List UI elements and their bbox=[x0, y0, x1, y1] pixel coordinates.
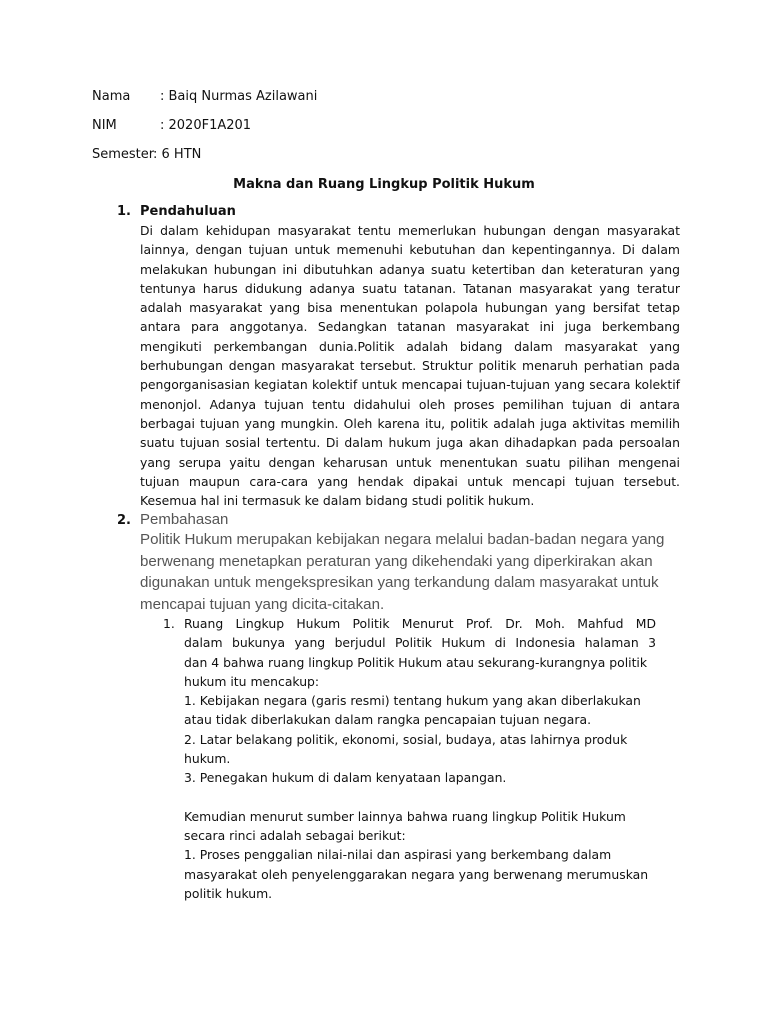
subsection-point-2: 2. Latar belakang politik, ekonomi, sosial, budaya, atas lahirnya produk hukum. bbox=[184, 731, 628, 767]
nama-label: Nama bbox=[92, 89, 131, 104]
subsection-intro-2: Kemudian menurut sumber lainnya bahwa ruang lingkup Politik Hukum secara rinci adalah sebagai berikut: bbox=[184, 808, 626, 843]
semester-label: Semester bbox=[92, 147, 155, 162]
document-title: Makna dan Ruang Lingkup Politik Hukum bbox=[233, 177, 535, 192]
section-1-number: 1. bbox=[117, 204, 131, 219]
subsection-number: 1. bbox=[163, 616, 175, 631]
section-1-heading: Pendahuluan bbox=[140, 204, 236, 219]
section-2-heading: Pembahasan bbox=[140, 511, 229, 528]
subsection-point-3: 3. Penegakan hukum di dalam kenyataan lapangan. bbox=[184, 770, 507, 786]
nim-label: NIM bbox=[92, 118, 117, 133]
nim-value: : 2020F1A201 bbox=[160, 118, 252, 133]
subsection-detail-1: 1. Proses penggalian nilai-nilai dan aspirasi yang berkembang dalam masyarakat oleh penyelenggarakan negara yang berwenang merumuskan politik hukum. bbox=[184, 847, 649, 901]
semester-row bbox=[92, 146, 201, 164]
nim-row bbox=[92, 117, 251, 135]
subsection-line-2: dalam bukunya yang berjudul Politik Hukum di Indonesia halaman 3 bbox=[184, 635, 656, 651]
section-1-body: Di dalam kehidupan masyarakat tentu memerlukan hubungan dengan masyarakat lainnya, dengan tujuan untuk memenuhi kebutuhan dan kepentingannya. Di dalam melakukan hubungan ini dibutuhkan adanya suatu ketertiban dan keteraturan yang tentunya harus didukung adanya suatu tatanan. Tatanan masyarakat yang teratur adalah masyarakat yang bisa menentukan polapola hubungan yang bersifat tetap antara para anggotanya. Sedangkan tatanan masyarakat ini juga berkembang mengikuti perkembangan dunia.Politik adalah bidang dalam masyarakat yang berhubungan dengan masyarakat tersebut. Struktur politik menaruh perhatian pada pengorganisasian kegiatan kolektif untuk mencapai tujuan-tujuan yang secara kolektif menonjol. Adanya tujuan tentu didahului oleh proses pemilihan tujuan di antara berbagai tujuan yang mungkin. Oleh karena itu, politik adalah juga aktivitas memilih suatu tujuan sosial tertentu. Di dalam hukum juga akan dihadapkan pada persoalan yang serupa yaitu dengan keharusan untuk menentukan suatu pilihan mengenai tujuan maupun cara-cara yang hendak dipakai untuk mencapi tujuan tersebut. Kesemua hal ini termasuk ke dalam bidang studi politik hukum. bbox=[140, 223, 680, 509]
paragraph-gap bbox=[184, 788, 656, 807]
subsection-body bbox=[184, 614, 656, 903]
subsection-text: dan 4 bahwa ruang lingkup Politik Hukum atau sekurang-kurangnya politik hukum itu mencakup: bbox=[184, 654, 648, 689]
section-2-number: 2. bbox=[117, 513, 131, 528]
semester-value: : 6 HTN bbox=[153, 147, 202, 162]
subsection-line-1: Ruang Lingkup Hukum Politik Menurut Prof. Dr. Moh. Mahfud MD bbox=[184, 616, 656, 631]
section-2-body: Politik Hukum merupakan kebijakan negara melalui badan-badan negara yang berwenang menetapkan peraturan yang dikehendaki yang diperkirakan akan digunakan untuk mengekspresikan yang terkandung dalam masyarakat untuk mencapai tujuan yang dicita-citakan. bbox=[140, 531, 665, 614]
nama-value: : Baiq Nurmas Azilawani bbox=[160, 89, 318, 104]
nama-row bbox=[92, 88, 317, 106]
subsection-point-1: 1. Kebijakan negara (garis resmi) tentang hukum yang akan diberlakukan atau tidak diberlakukan dalam rangka pencapaian tujuan negara. bbox=[184, 693, 641, 728]
